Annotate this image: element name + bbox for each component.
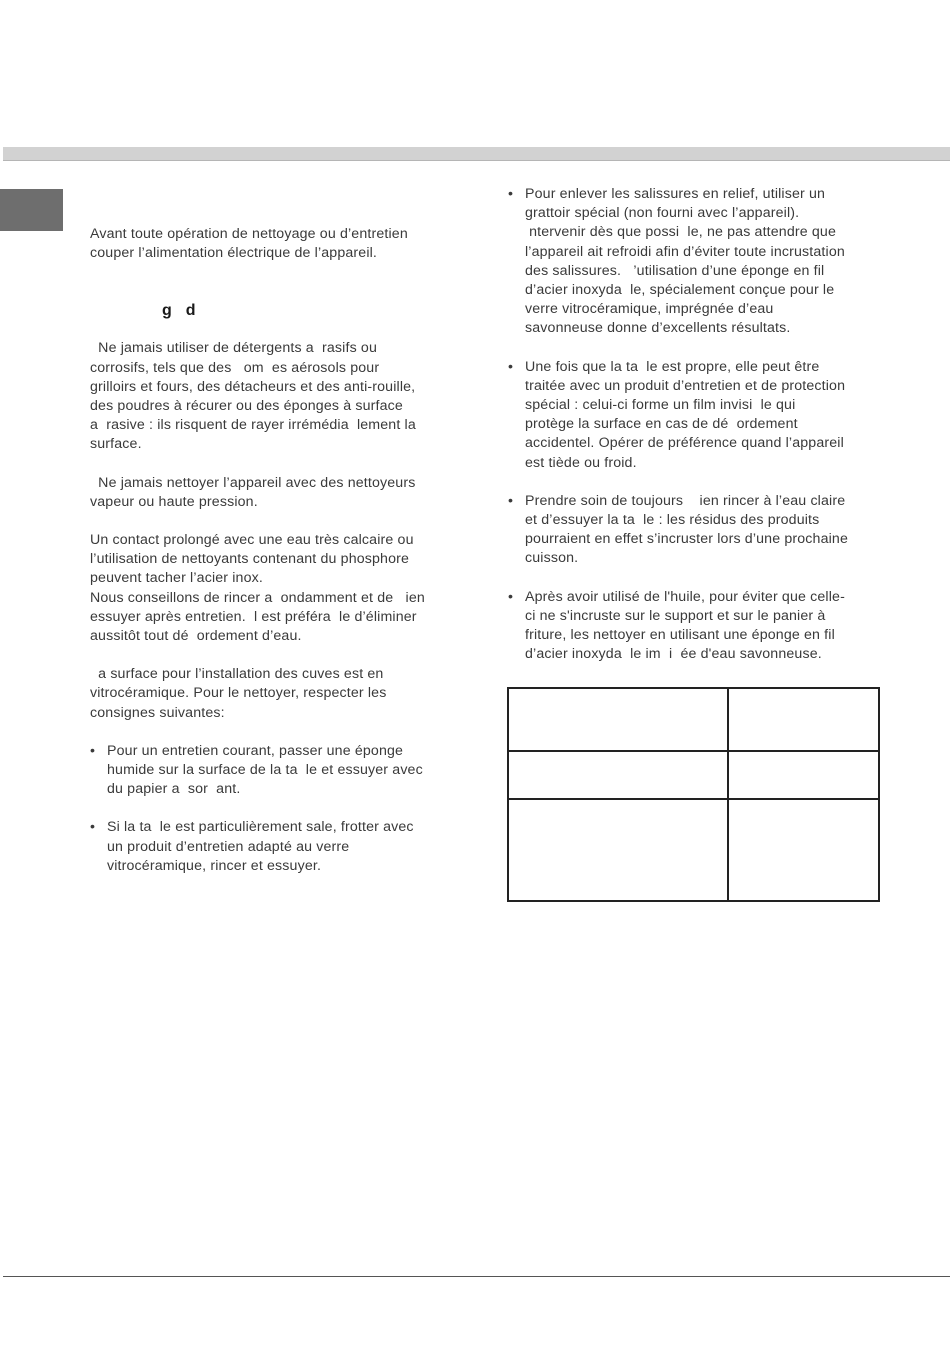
bullet-icon: • [90, 742, 96, 759]
abrasive-warning-paragraph: Ne jamais utiliser de détergents a rasifs ou corrosifs, tels que des om es aérosols pour grilloirs et fours, des détacheurs et des anti-rouille, des poudres à récurer ou des éponges à surface a rasive : ils risquent de rayer irrémédia lement la surface. [90, 340, 416, 453]
bullet-icon: • [508, 588, 514, 605]
footer-rule [3, 1276, 950, 1277]
table-cell [508, 799, 728, 901]
table-row [508, 799, 879, 901]
right-column [508, 185, 883, 664]
table-cell [728, 751, 879, 799]
steam-warning-paragraph: Ne jamais nettoyer l’appareil avec des nettoyeurs vapeur ou haute pression. [90, 474, 416, 510]
table-cell [508, 688, 728, 751]
list-item: • Si la ta le est particulièrement sale, frotter avec un produit d’entretien adapté au verre vitrocéramique, rincer et essuyer. [90, 819, 414, 874]
list-item: • Pour enlever les salissures en relief, utiliser un grattoir spécial (non fourni avec l’appareil). ntervenir dès que possi le, ne pas attendre que l’appareil ait refroidi afin d’éviter toute incrustation des salissures. ’utilisation d’une éponge en fil d’acier inoxyda le, spécialement conçue pour le verre vitrocéramique, imprégnée d’eau savonneuse donne d’excellents résultats. [508, 186, 845, 337]
table-cell [728, 799, 879, 901]
stainless-steel-paragraph: Un contact prolongé avec une eau très calcaire ou l’utilisation de nettoyants contenant du phosphore peuvent tacher l’acier inox. Nous conseillons de rincer a ondamment et de ien essuyer après entretien. l est préféra le d’éliminer aussitôt tout dé ordement d’eau. [90, 532, 425, 645]
left-column [90, 225, 465, 876]
bullet-icon: • [508, 358, 514, 375]
table-cell [728, 688, 879, 751]
table-row [508, 751, 879, 799]
list-item: • Après avoir utilisé de l'huile, pour éviter que celle- ci ne s'incruste sur le support et sur le panier à friture, les nettoyer en utilisant une éponge en fil d’acier inoxyda le im i ée d'eau savonneuse. [508, 588, 845, 663]
table-row [508, 688, 879, 751]
section-heading: g d [162, 302, 196, 320]
header-band [3, 147, 950, 161]
intro-paragraph: Avant toute opération de nettoyage ou d’entretien couper l’alimentation électrique de l’appareil. [90, 226, 408, 262]
vitroceramic-paragraph: a surface pour l’installation des cuves est en vitrocéramique. Pour le nettoyer, respecter les consignes suivantes: [90, 666, 387, 721]
list-item: • Prendre soin de toujours ien rincer à l’eau claire et d’essuyer la ta le : les résidus des produits pourraient en effet s’incruster lors d’une prochaine cuisson. [508, 492, 849, 567]
bullet-icon: • [508, 492, 514, 509]
bullet-icon: • [90, 819, 96, 836]
bullet-icon: • [508, 186, 514, 202]
list-item: • Pour un entretien courant, passer une éponge humide sur la surface de la ta le et essuyer avec du papier a sor ant. [90, 742, 423, 798]
list-item: • Une fois que la ta le est propre, elle peut être traitée avec un produit d’entretien et de protection spécial : celui-ci forme un film invisi le qui protège la surface en cas de dé ordement accidentel. Opérer de préférence quand l’appareil est tiède ou froid. [508, 358, 846, 471]
section-tab [0, 189, 63, 231]
empty-table [507, 687, 880, 902]
table-cell [508, 751, 728, 799]
